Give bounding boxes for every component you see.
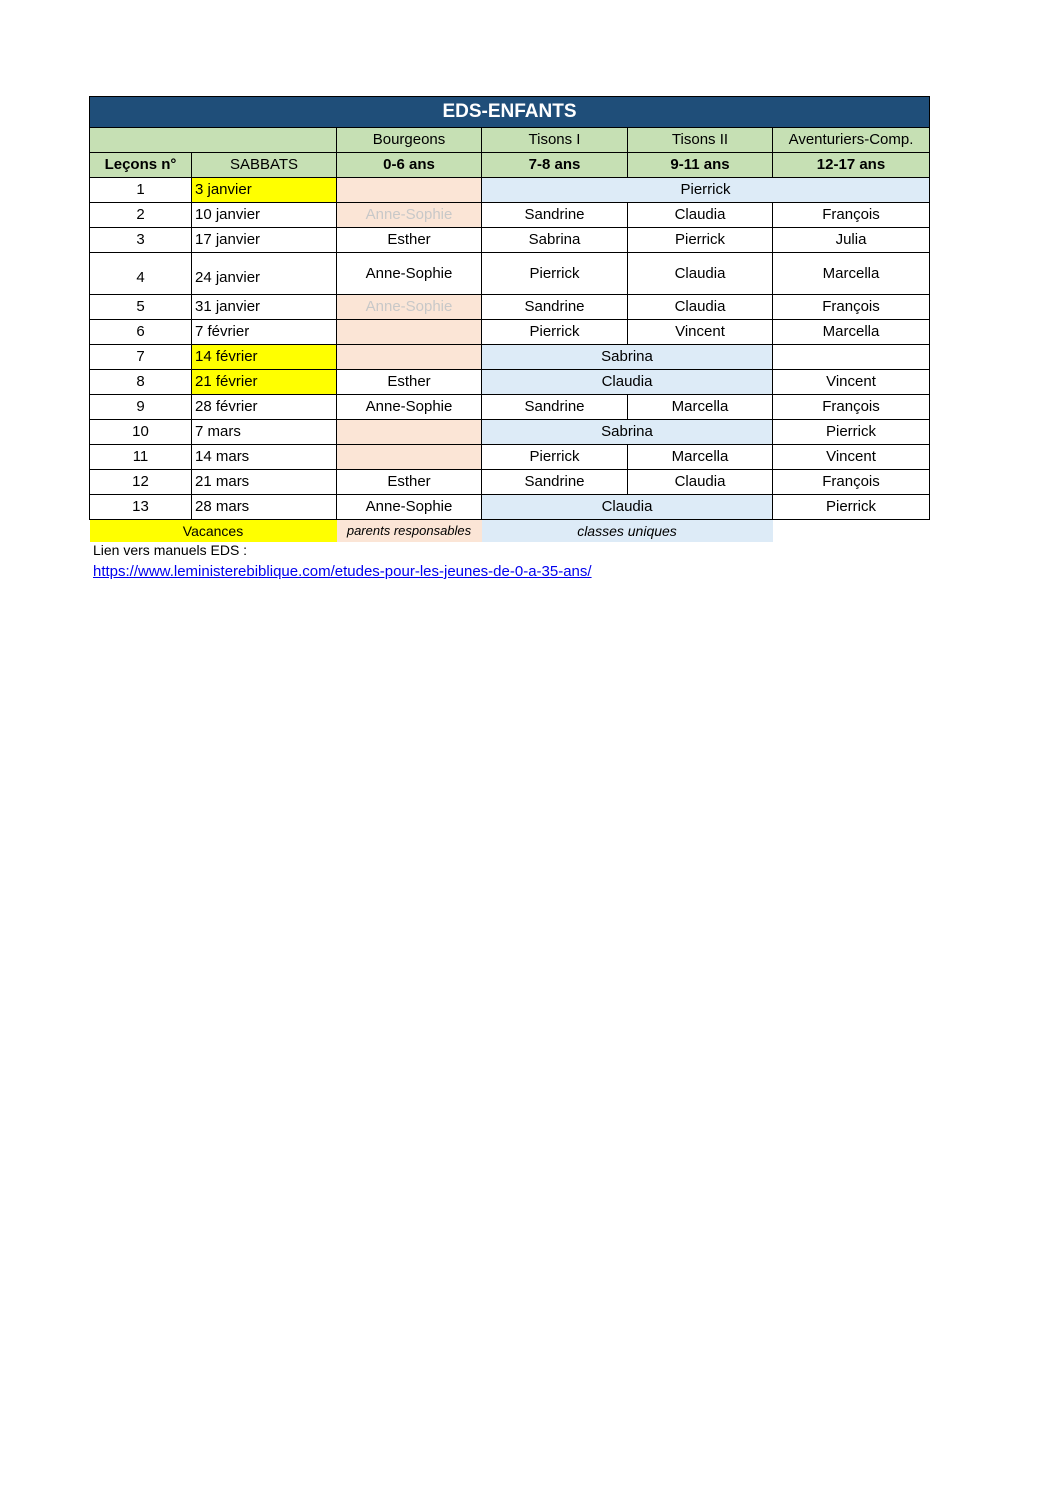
age-aventuriers: 12-17 ans (773, 153, 930, 178)
cell-tisons-merged: Sabrina (482, 420, 773, 445)
cell-tisons-1: Sandrine (482, 470, 628, 495)
cell-bourgeons: Anne-Sophie (337, 203, 482, 228)
cell-aventuriers: François (773, 395, 930, 420)
cell-bourgeons (337, 178, 482, 203)
cell-unique-class: Pierrick (482, 178, 930, 203)
sabbats-header: SABBATS (192, 153, 337, 178)
cell-tisons-2: Marcella (628, 395, 773, 420)
legend-vacances: Vacances (90, 520, 337, 543)
age-bourgeons: 0-6 ans (337, 153, 482, 178)
table-row (90, 228, 930, 253)
cell-aventuriers: Pierrick (773, 495, 930, 520)
cell-aventuriers: Julia (773, 228, 930, 253)
lesson-number: 4 (90, 253, 192, 295)
cell-tisons-1: Pierrick (482, 445, 628, 470)
legend-uniques: classes uniques (482, 520, 773, 543)
cell-tisons-2: Marcella (628, 445, 773, 470)
lesson-number: 13 (90, 495, 192, 520)
groups-blank (90, 128, 337, 153)
table-row (90, 395, 930, 420)
sabbat-date: 21 février (192, 370, 337, 395)
table-row (90, 253, 930, 295)
cell-aventuriers: François (773, 295, 930, 320)
table-row (90, 370, 930, 395)
age-tisons-2: 9-11 ans (628, 153, 773, 178)
cell-aventuriers: François (773, 470, 930, 495)
cell-bourgeons: Esther (337, 470, 482, 495)
cell-bourgeons (337, 445, 482, 470)
lesson-number: 8 (90, 370, 192, 395)
sabbat-date: 7 mars (192, 420, 337, 445)
legend-blank (773, 520, 930, 543)
manuals-link[interactable]: https://www.leministerebiblique.com/etudes-pour-les-jeunes-de-0-a-35-ans/ (93, 563, 592, 580)
cell-tisons-1: Pierrick (482, 253, 628, 295)
lesson-number: 2 (90, 203, 192, 228)
cell-tisons-2: Claudia (628, 203, 773, 228)
cell-bourgeons: Anne-Sophie (337, 495, 482, 520)
cell-bourgeons: Esther (337, 370, 482, 395)
group-aventuriers: Aventuriers-Comp. (773, 128, 930, 153)
cell-aventuriers: Marcella (773, 320, 930, 345)
manuals-note (93, 540, 592, 582)
cell-tisons-1: Pierrick (482, 320, 628, 345)
table-row (90, 320, 930, 345)
lesson-number: 9 (90, 395, 192, 420)
sabbat-date: 3 janvier (192, 178, 337, 203)
cell-tisons-1: Sandrine (482, 203, 628, 228)
cell-bourgeons (337, 420, 482, 445)
group-tisons-1: Tisons I (482, 128, 628, 153)
cell-tisons-1: Sandrine (482, 395, 628, 420)
table-row (90, 178, 930, 203)
legend-parents: parents responsables (337, 520, 482, 543)
lesson-number: 7 (90, 345, 192, 370)
lesson-number: 12 (90, 470, 192, 495)
group-tisons-2: Tisons II (628, 128, 773, 153)
lesson-number: 10 (90, 420, 192, 445)
cell-tisons-merged: Claudia (482, 495, 773, 520)
age-tisons-1: 7-8 ans (482, 153, 628, 178)
cell-tisons-2: Claudia (628, 253, 773, 295)
table-row (90, 445, 930, 470)
cell-aventuriers: Vincent (773, 445, 930, 470)
table-row (90, 345, 930, 370)
cell-bourgeons: Anne-Sophie (337, 395, 482, 420)
sabbat-date: 10 janvier (192, 203, 337, 228)
manuals-label: Lien vers manuels EDS : (93, 542, 248, 558)
cell-tisons-2: Vincent (628, 320, 773, 345)
sabbat-date: 28 février (192, 395, 337, 420)
sabbat-date: 21 mars (192, 470, 337, 495)
table-row (90, 420, 930, 445)
lesson-number: 1 (90, 178, 192, 203)
cell-tisons-1: Sabrina (482, 228, 628, 253)
cell-tisons-2: Claudia (628, 295, 773, 320)
cell-tisons-merged: Claudia (482, 370, 773, 395)
cell-aventuriers: Vincent (773, 370, 930, 395)
table-row (90, 295, 930, 320)
lesson-number: 3 (90, 228, 192, 253)
cell-bourgeons: Esther (337, 228, 482, 253)
cell-bourgeons (337, 320, 482, 345)
cell-tisons-merged: Sabrina (482, 345, 773, 370)
sabbat-date: 14 mars (192, 445, 337, 470)
table-row (90, 495, 930, 520)
sabbat-date: 24 janvier (192, 253, 337, 295)
lesson-number: 6 (90, 320, 192, 345)
sabbat-date: 7 février (192, 320, 337, 345)
cell-tisons-2: Pierrick (628, 228, 773, 253)
sabbat-date: 17 janvier (192, 228, 337, 253)
lesson-number: 5 (90, 295, 192, 320)
cell-bourgeons (337, 345, 482, 370)
group-bourgeons: Bourgeons (337, 128, 482, 153)
lesson-number: 11 (90, 445, 192, 470)
table-row (90, 470, 930, 495)
sabbat-date: 14 février (192, 345, 337, 370)
cell-bourgeons: Anne-Sophie (337, 295, 482, 320)
cell-bourgeons: Anne-Sophie (337, 253, 482, 295)
cell-tisons-2: Claudia (628, 470, 773, 495)
cell-aventuriers: François (773, 203, 930, 228)
schedule-table (89, 96, 930, 542)
cell-aventuriers (773, 345, 930, 370)
lesson-header: Leçons n° (90, 153, 192, 178)
sabbat-date: 31 janvier (192, 295, 337, 320)
table-row (90, 203, 930, 228)
cell-aventuriers: Marcella (773, 253, 930, 295)
cell-aventuriers: Pierrick (773, 420, 930, 445)
cell-tisons-1: Sandrine (482, 295, 628, 320)
table-title: EDS-ENFANTS (90, 97, 930, 128)
sabbat-date: 28 mars (192, 495, 337, 520)
